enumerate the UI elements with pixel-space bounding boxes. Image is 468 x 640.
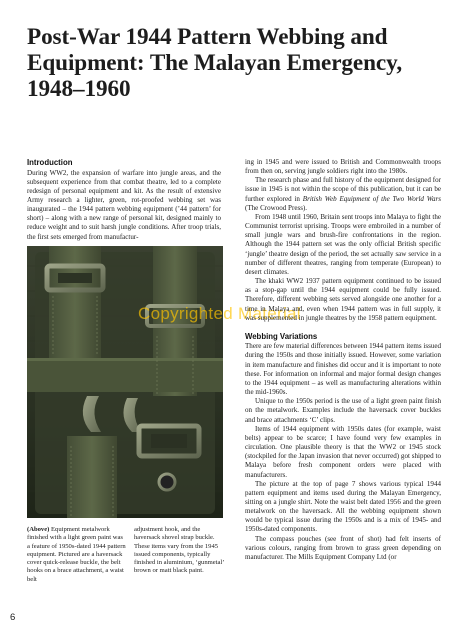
intro-heading: Introduction (27, 158, 73, 167)
paragraph-continued: ing in 1945 and were issued to British and Commonwealth troops from then on, serving jungle soldiers right into the 1980s. (245, 158, 441, 176)
page-title: Post-War 1944 Pattern Webbing and Equipment: The Malayan Emergency, 1948–1960 (27, 24, 403, 102)
webbing-variations-heading: Webbing Variations (245, 331, 318, 341)
paragraph-research: The research phase and full history of the equipment designed for issue in 1945 is not within the scope of this publication, but it can be further explored in British Web Equipment of the Two World Wars (The Crowood Press). (245, 176, 441, 212)
paragraph-green-paint: Unique to the 1950s period is the use of a light green paint finish on the metalwork. Examples include the haversack cover buckles and brace attachments ‘C’ clips. (245, 397, 441, 424)
paragraph-picture: The picture at the top of page 7 shows various typical 1944 pattern equipment and items used during the Malayan Emergency, sitting on a jungle shirt. Note the waist belt dated 1956 and the green metalwork on the haversack. All the webbing equipment shown would be typical issue during the 1950s and is a mix of 1945- and 1950s-dated components. (245, 479, 441, 534)
photo-caption-right (134, 526, 225, 576)
caption-lead: (Above) (27, 526, 50, 533)
intro-paragraph: During WW2, the expansion of warfare into jungle areas, and the subsequent experience from that combat theatre, led to a complete redesign of personal equipment and kit. As the result of extensive Army research a lighter, green, rot-proofed webbing set was inaugurated – the 1944 pattern webbing equipment (’44 pattern’ for short) – along with a new range of personal kit, designed mainly to reduce weight and to suit harsh jungle conditions. After troop trials, the first sets emerged from manufactur- (27, 168, 221, 241)
photo-caption-left (27, 526, 127, 584)
paragraph-variations: There are few material differences between 1944 pattern items issued during the 1950s and those initially issued. However, some variation in item manufacture and finishes did occur and it is important to note these. For information on informal and major formal design changes to the 1944 equipment – as well as manufacturing alterations within the mid-1960s. (245, 342, 441, 397)
copyright-watermark: Copyrighted Material (138, 304, 301, 323)
left-column (27, 158, 221, 242)
book-title: British Web Equipment of the Two World Wars (302, 194, 441, 203)
equipment-photo (27, 246, 223, 518)
page-number: 6 (10, 612, 16, 623)
caption-right-text: adjustment hook, and the haversack shovel strap buckle. These items vary from the 1945 issued components, typically finished in aluminium, ‘gunmetal’ brown or matt black paint. (134, 526, 224, 575)
paragraph-malaya: From 1948 until 1960, Britain sent troops into Malaya to fight the Communist terrorist uprising. Troops were embroiled in a number of small jungle wars and brush-fire confrontations in the region. Although the 1944 pattern set was the only official British specific ‘jungle’ theatre design of the period, the set actually saw service in a number of different theatres, ranging from temperate (European) to desert climates. (245, 212, 441, 276)
paragraph-compass: The compass pouches (see front of shot) had felt inserts of various colours, ranging from brown to grass green depending on manufacturer. The Mills Equipment Company Ltd (or (245, 534, 441, 561)
paragraph-khaki: The khaki WW2 1937 pattern equipment continued to be issued as a stop-gap until the 1944 equipment could be fully issued. Therefore, different webbing sets served alongside one another for a time in Malaya and, even when 1944 pattern was in full supply, it was supplemented in jungle theatres by the 1958 pattern equipment. (245, 277, 441, 322)
paragraph-1950s-dates: Items of 1944 equipment with 1950s dates (for example, waist belts) appear to be scarce; I have found very few examples in circulation. One plausible theory is that the WW2 or 1945 stock (stockpiled for the Japan invasion that never occurred) got shipped to Malaya before fresh component orders were placed with manufacturers. (245, 424, 441, 479)
caption-left-text: Equipment metalwork finished with a light green paint was a feature of 1950s-dated 1944 pattern equipment. Pictured are a haversack cover quick-release buckle, the belt hooks on a brace attachment, a waist belt (27, 526, 126, 583)
right-column (245, 158, 441, 562)
